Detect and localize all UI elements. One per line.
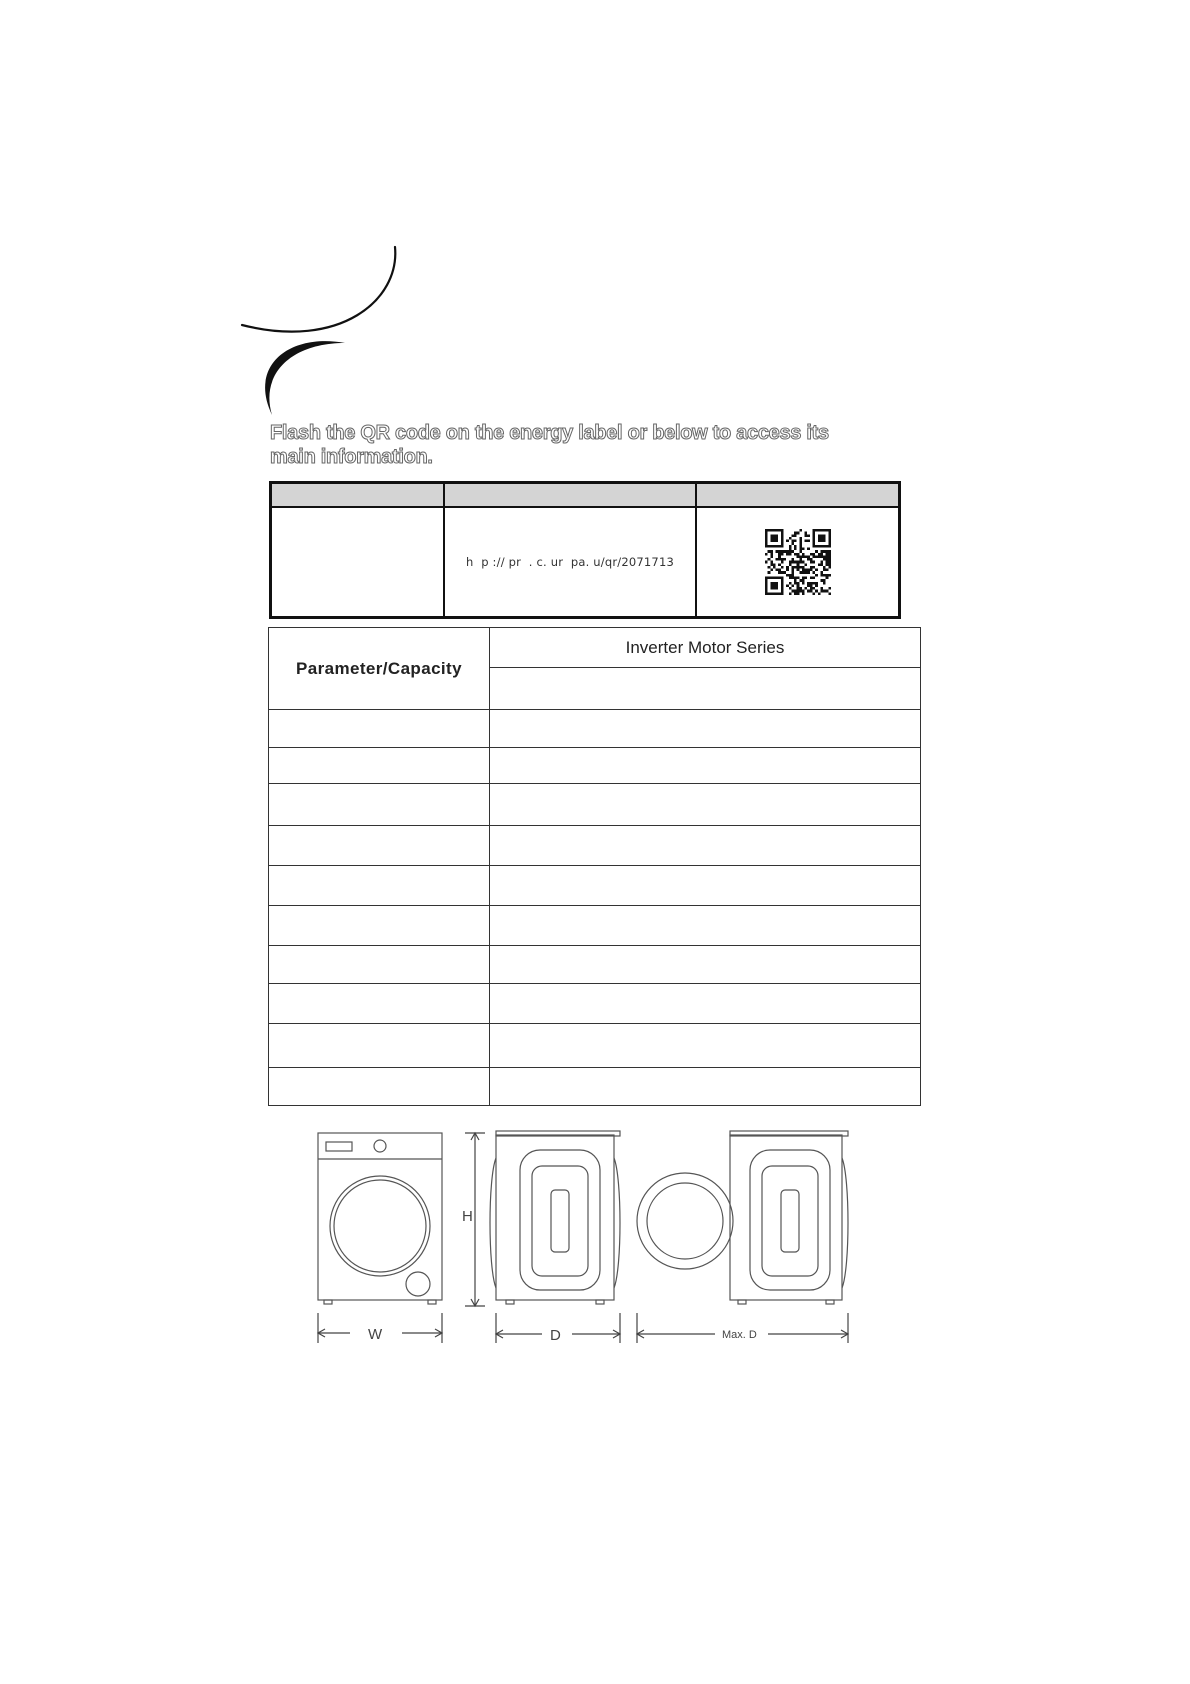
depth-label: D (550, 1327, 561, 1344)
param-value-cell (490, 1024, 921, 1068)
param-label-cell (269, 1068, 490, 1106)
qr-table-url-cell (443, 508, 695, 616)
height-label: H (462, 1208, 473, 1225)
qr-table-header-cell-3 (695, 484, 898, 508)
qr-table-header-cell-2 (443, 484, 695, 508)
param-value-cell (490, 826, 921, 866)
qr-code-icon (765, 529, 831, 595)
param-label-cell (269, 906, 490, 946)
param-row (269, 1068, 921, 1106)
param-value-cell (490, 1068, 921, 1106)
dimensions-diagram (310, 1128, 850, 1356)
param-row (269, 1024, 921, 1068)
param-row (269, 748, 921, 784)
qr-instruction-line-2: main information. (270, 446, 433, 468)
param-label-cell (269, 866, 490, 906)
param-row (269, 946, 921, 984)
param-label-cell (269, 784, 490, 826)
param-row (269, 784, 921, 826)
param-value-cell (490, 710, 921, 748)
series-model-cell (490, 668, 921, 710)
param-label-cell (269, 710, 490, 748)
param-value-cell (490, 946, 921, 984)
param-header-label: Parameter/Capacity (269, 628, 490, 710)
param-row (269, 984, 921, 1024)
param-value-cell (490, 984, 921, 1024)
width-label: W (368, 1326, 383, 1343)
dimension-lines (318, 1133, 848, 1343)
param-row (269, 826, 921, 866)
parameter-table (268, 627, 921, 1106)
param-value-cell (490, 906, 921, 946)
param-label-cell (269, 946, 490, 984)
param-label-cell (269, 826, 490, 866)
series-header-label: Inverter Motor Series (490, 628, 921, 668)
washer-open-door-view (637, 1131, 848, 1304)
param-value-cell (490, 784, 921, 826)
param-header-row (269, 628, 921, 668)
max-depth-label: Max. D (722, 1329, 757, 1341)
param-label-cell (269, 984, 490, 1024)
qr-instruction-line-1: Flash the QR code on the energy label or below to access its (270, 422, 829, 444)
brand-swoosh-logo (230, 245, 410, 415)
param-row (269, 710, 921, 748)
param-row (269, 906, 921, 946)
qr-table-code-cell (695, 508, 898, 616)
param-label-cell (269, 1024, 490, 1068)
param-value-cell (490, 748, 921, 784)
product-url-link[interactable]: h p :// pr . c. ur pa. u/qr/2071713 (466, 555, 674, 569)
param-row (269, 866, 921, 906)
qr-table-model-cell (272, 508, 443, 616)
qr-table-header-cell-1 (272, 484, 443, 508)
param-value-cell (490, 866, 921, 906)
qr-info-table (269, 481, 901, 619)
qr-instruction (270, 421, 870, 469)
washer-front-view (318, 1133, 442, 1304)
washer-side-view (490, 1131, 620, 1304)
param-label-cell (269, 748, 490, 784)
